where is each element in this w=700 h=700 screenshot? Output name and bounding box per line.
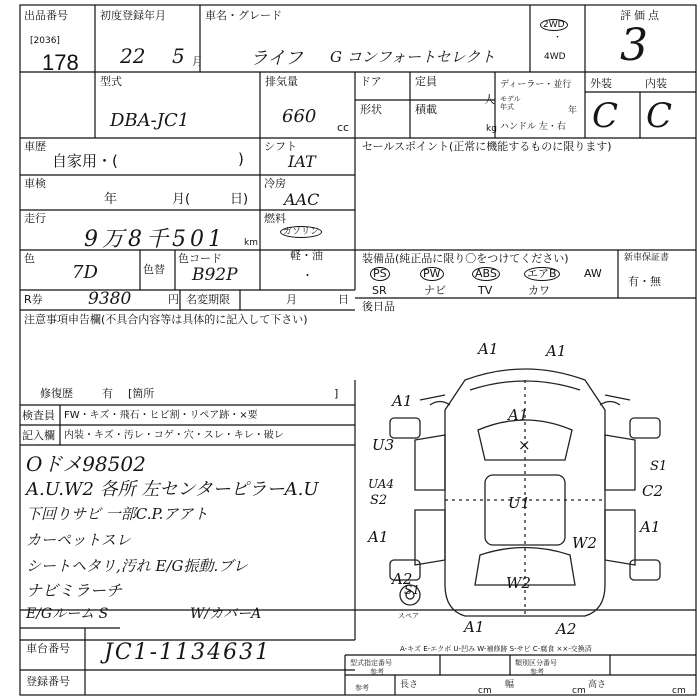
equip-leather: カワ	[528, 284, 550, 297]
equip-aw: AW	[584, 267, 602, 280]
interior-label: 内装	[645, 77, 667, 90]
reference-1: 参考	[370, 668, 384, 676]
equip-sr: SR	[372, 284, 387, 297]
score: 3	[620, 20, 648, 71]
shift-value: IAT	[288, 152, 316, 171]
length-cm: cm	[478, 686, 492, 696]
name-change-month: 月	[286, 293, 297, 306]
equip-ps: PS	[370, 267, 390, 281]
color-code-label: 色コード	[178, 252, 222, 265]
model-year-label: モデル 年式	[500, 95, 521, 111]
reference-2: 参考	[530, 668, 544, 676]
width-cm: cm	[572, 686, 586, 696]
model-name: ライフ	[250, 48, 303, 69]
handwritten-note-8: W/カバーA	[190, 606, 262, 622]
entry-label: 記入欄	[22, 429, 55, 442]
diagram-mark-a1-right-rear: A1	[640, 518, 661, 536]
class-number-label: 類別区分番号	[515, 659, 557, 667]
recycle-fee-label: R券	[24, 293, 43, 306]
handwritten-note-5: シートヘタリ,汚れ E/G振動.ブレ	[26, 557, 248, 575]
warranty-value: 有・無	[628, 275, 661, 288]
lot-number-label: 出品番号	[24, 9, 68, 22]
door-label: ドア	[360, 75, 382, 88]
reference-3: 参考	[355, 684, 369, 692]
ac-label: 冷房	[264, 177, 286, 190]
diagram-mark-w2-trunk: W2	[506, 574, 531, 592]
person-unit: 人	[484, 93, 495, 106]
repair-history-label: 修復歴	[40, 387, 73, 400]
color-value: 7D	[72, 262, 98, 283]
inspection-year: 年	[104, 192, 118, 207]
handwritten-note-2: A.U.W2 各所 左センターピラーA.U	[26, 479, 319, 500]
load-label: 積載	[415, 103, 437, 116]
score-label: 評価点	[620, 9, 662, 22]
first-registration-month: 5	[172, 44, 185, 68]
color-label: 色	[24, 252, 35, 265]
dealer-label: ディーラー・並行	[500, 80, 572, 90]
inspector-row2: 内装・キズ・汚レ・コゲ・穴・スレ・キレ・破レ	[64, 430, 284, 441]
caution-label: 注意事項申告欄(不具合内容等は具体的に記入して下さい)	[24, 313, 308, 326]
diagram-mark-a1-front-left: A1	[478, 340, 499, 358]
diagram-mark-ua4: UA4	[368, 477, 395, 491]
fuel-label: 燃料	[264, 212, 286, 225]
inspection-month: 月(	[172, 192, 191, 207]
rear-seat-label: 後日品	[362, 300, 395, 313]
fuel-gasoline: ガソリン	[280, 226, 322, 238]
type-label: 型式	[100, 75, 122, 88]
first-registration-label: 初度登録年月	[100, 9, 166, 22]
handwritten-note-4: カーペットスレ	[26, 531, 131, 549]
diagram-mark-a2-left: A2	[392, 570, 413, 588]
cc-unit: cc	[337, 121, 350, 134]
color-change-label: 色替	[143, 263, 165, 276]
diagram-mark-a1-front-right: A1	[546, 342, 567, 360]
diagram-mark-c2: C2	[642, 482, 664, 500]
fuel-blank: ・	[302, 269, 313, 282]
chassis-number-label: 車台番号	[26, 642, 70, 655]
lot-number: 178	[42, 50, 79, 75]
equip-navi: ナビ	[424, 284, 446, 297]
history-label: 車歴	[24, 140, 46, 153]
first-registration-year: 22	[120, 44, 146, 68]
type-designation-label: 型式指定番号	[350, 659, 392, 667]
warranty-label: 新車保証書	[624, 253, 670, 263]
yen-unit: 円	[168, 293, 179, 306]
model-grade-label: 車名・グレード	[205, 9, 282, 22]
height-label: 高さ	[588, 680, 607, 690]
exterior-label: 外装	[590, 77, 612, 90]
diagram-mark-a1-left-front: A1	[392, 392, 413, 410]
length-label: 長さ	[400, 680, 419, 690]
spare-tire-label: スペア	[398, 612, 419, 620]
diagram-mark-s1-left: S1	[404, 583, 420, 597]
mileage-label: 走行	[24, 212, 46, 225]
month-unit: 月	[192, 55, 203, 68]
chassis-number: JC1-1134631	[104, 640, 272, 665]
mileage-value: 9万8千501	[84, 227, 226, 252]
history-value: 自家用・(	[52, 152, 118, 170]
diagram-mark-u1-roof: U1	[508, 494, 531, 512]
diagram-mark-replaced: ×	[518, 436, 531, 454]
interior-grade: C	[646, 96, 673, 136]
diagram-mark-s2: S2	[370, 493, 388, 508]
car-damage-diagram	[360, 340, 690, 640]
color-code-value: B92P	[192, 265, 238, 285]
shape-label: 形状	[360, 103, 382, 116]
lot-code: [2036]	[30, 36, 60, 46]
history-close: )	[238, 150, 244, 168]
displacement-label: 排気量	[265, 75, 298, 88]
inspection-label: 車検	[24, 177, 46, 190]
equip-abs: ABS	[472, 267, 500, 281]
inspection-day: 日)	[230, 192, 249, 207]
diagram-mark-a1-windshield: A1	[508, 406, 529, 424]
repair-bracket: [箇所	[128, 387, 155, 400]
km-unit: km	[244, 238, 258, 248]
shift-label: シフト	[264, 140, 297, 153]
drive-2wd: 2WD	[540, 19, 568, 31]
height-cm: cm	[672, 686, 686, 696]
equip-pw: PW	[420, 267, 444, 281]
diagram-mark-a1-rear: A1	[464, 618, 485, 636]
registration-number-label: 登録番号	[26, 675, 70, 688]
width-label: 幅	[505, 680, 515, 690]
handwritten-note-7: E/Gルーム S	[26, 606, 109, 622]
type-value: DBA-JC1	[110, 110, 190, 131]
grade: G コンフォートセレクト	[330, 48, 496, 66]
diagram-mark-a2-rear: A2	[556, 620, 577, 638]
name-change-day: 日	[338, 293, 349, 306]
diagram-mark-a1-left-rear: A1	[368, 528, 389, 546]
drive-4wd: 4WD	[544, 52, 566, 62]
handwritten-note-3: 下回りサビ 一部C.P.アアト	[26, 505, 209, 523]
sales-point-label: セールスポイント(正常に機能するものに限ります)	[362, 140, 612, 153]
handwritten-note-6: ナビミラーチ	[26, 581, 123, 600]
displacement-value: 660	[282, 106, 317, 127]
repair-bracket-close: ]	[334, 387, 339, 400]
diagram-mark-s1-right: S1	[650, 459, 668, 474]
repair-history-value: 有	[102, 387, 113, 400]
fuel-light-oil: 軽・油	[290, 249, 323, 262]
diagram-mark-u3: U3	[372, 436, 395, 454]
inspector-label: 検査員	[22, 409, 55, 422]
year-unit: 年	[568, 106, 578, 116]
exterior-grade: C	[592, 96, 619, 136]
handwritten-note-1: Oドメ98502	[26, 452, 146, 476]
equipment-label: 装備品(純正品に限り〇をつけてください)	[362, 252, 569, 265]
kg-unit: kg	[486, 124, 497, 134]
recycle-fee-value: 9380	[88, 289, 132, 309]
damage-legend: A-キズ E-エクボ U-凹み W-補修跡 S-サビ C-腐食 ××-交換済	[400, 645, 592, 653]
handle-label: ハンドル 左・右	[500, 122, 566, 132]
drive-dot: ・	[553, 33, 563, 43]
name-change-label: 名変期限	[186, 293, 230, 306]
ac-value: AAC	[284, 190, 320, 209]
equip-airbag: エアB	[524, 267, 560, 281]
inspector-row1: FW・キズ・飛石・ヒビ割・リペア跡・×要	[64, 410, 258, 421]
diagram-mark-w2-rear-door: W2	[572, 534, 597, 552]
capacity-label: 定員	[415, 75, 437, 88]
equip-tv: TV	[478, 284, 493, 297]
